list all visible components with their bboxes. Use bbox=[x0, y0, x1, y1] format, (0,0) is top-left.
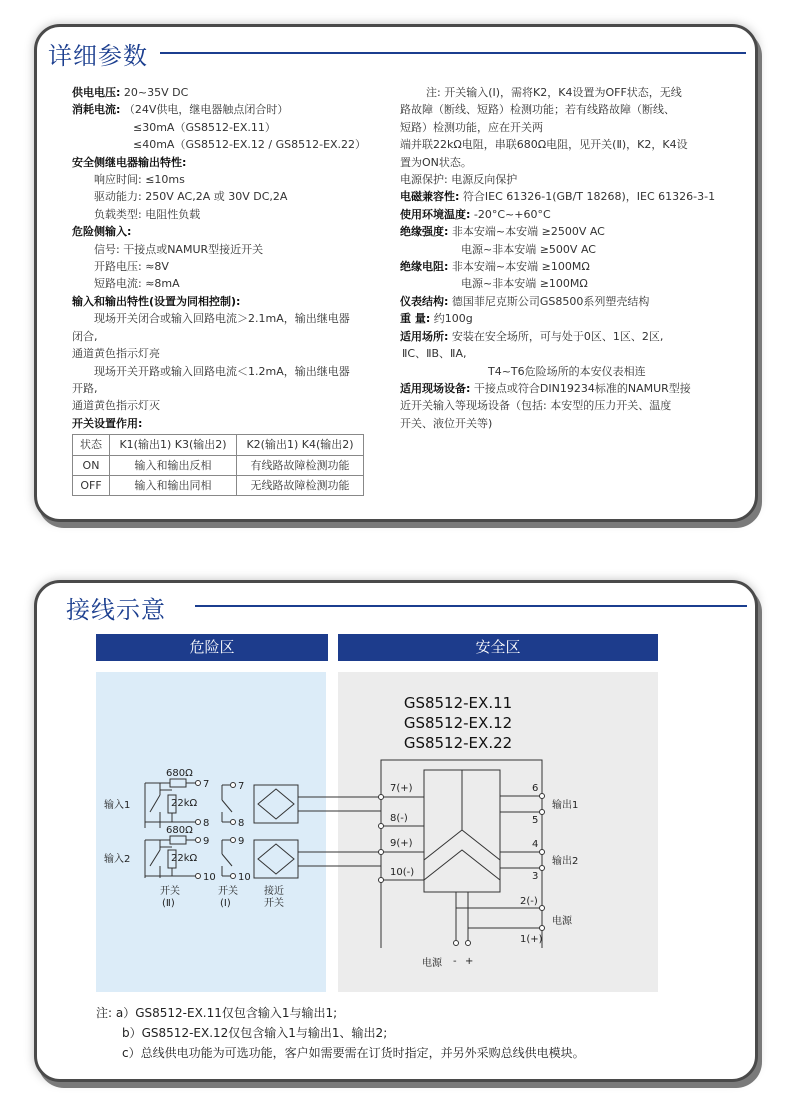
switch-label: (Ⅱ) bbox=[162, 898, 175, 909]
note-line: 注: 开关输入(Ⅰ)，需将K2，K4设置为OFF状态，无线 bbox=[426, 86, 682, 99]
consume-label: 消耗电流: bbox=[72, 103, 121, 117]
relay-line: 驱动能力: 250V AC,2A 或 30V DC,2A bbox=[94, 190, 288, 204]
model-name: GS8512-EX.12 bbox=[403, 714, 513, 732]
consume-line: ≤40mA（GS8512-EX.12 / GS8512-EX.22） bbox=[133, 138, 367, 152]
pin-label: 1(+) bbox=[520, 934, 543, 945]
note-line: 路故障（断线、短路）检测功能；若有线路故障（断线、 bbox=[400, 103, 675, 117]
switch-label: 开关 bbox=[218, 886, 238, 897]
polarity-label: - bbox=[453, 956, 457, 967]
model-name: GS8512-EX.22 bbox=[403, 734, 513, 752]
output-label: 输出2 bbox=[552, 856, 579, 867]
structure-value: 德国菲尼克斯公司GS8500系列塑壳结构 bbox=[451, 294, 650, 308]
resistor-label: 680Ω bbox=[166, 825, 193, 836]
io-line: 通道黄色指示灯亮 bbox=[72, 347, 160, 361]
switch-setting-label: 开关设置作用: bbox=[72, 416, 143, 430]
io-line: 闭合, bbox=[72, 329, 98, 343]
weight-label: 重 量: bbox=[400, 312, 431, 326]
temp-label: 使用环境温度: bbox=[400, 207, 471, 221]
terminal-label: 10 bbox=[203, 872, 216, 883]
insulation-strength-label: 绝缘强度: bbox=[400, 225, 449, 239]
danger-zone-area bbox=[96, 672, 326, 992]
place-label: 适用场所: bbox=[400, 329, 449, 343]
terminal-label: 9 bbox=[238, 836, 245, 847]
footnote: b）GS8512-EX.12仅包含输入1与输出1、输出2; bbox=[122, 1026, 388, 1040]
terminal-label: 7 bbox=[238, 781, 245, 792]
input-label: 输入1 bbox=[104, 800, 131, 811]
section-title-wiring: 接线示意 bbox=[66, 596, 166, 624]
switch-label: (Ⅰ) bbox=[220, 898, 231, 909]
power-label: 电源 bbox=[552, 916, 572, 927]
emc-value: 符合IEC 61326-1(GB/T 18268)，IEC 61326-3-1 bbox=[462, 190, 716, 204]
footnote: 注: a）GS8512-EX.11仅包含输入1与输出1; bbox=[96, 1006, 338, 1020]
zone-header-safe: 安全区 bbox=[338, 634, 658, 661]
table-header-cell: K2(输出1) K4(输出2) bbox=[237, 435, 364, 455]
danger-input-line: 短路电流: ≈8mA bbox=[94, 277, 180, 291]
resistor-label: 22kΩ bbox=[171, 798, 198, 809]
insulation-resistance-value: 电源~非本安端 ≥100MΩ bbox=[461, 277, 588, 291]
note-line: 端并联22kΩ电阻，串联680Ω电阻，见开关(Ⅱ)，K2，K4设 bbox=[400, 138, 688, 152]
note-line: 置为ON状态。 bbox=[400, 155, 472, 169]
io-line: 通道黄色指示灯灭 bbox=[72, 399, 160, 413]
terminal-label: 8 bbox=[238, 818, 245, 829]
power-protection: 电源保护: 电源反向保护 bbox=[400, 173, 518, 187]
insulation-strength-value: 非本安端~本安端 ≥2500V AC bbox=[451, 225, 605, 239]
table-cell: OFF bbox=[73, 475, 110, 495]
relay-label: 安全侧继电器输出特性: bbox=[72, 155, 187, 169]
table-cell: 输入和输出反相 bbox=[110, 455, 237, 475]
relay-line: 响应时间: ≤10ms bbox=[94, 173, 185, 187]
pin-label: 2(-) bbox=[520, 896, 538, 907]
danger-input-line: 信号: 干接点或NAMUR型接近开关 bbox=[94, 242, 264, 256]
relay-line: 负载类型: 电阻性负载 bbox=[94, 207, 201, 221]
pin-label: 5 bbox=[532, 815, 539, 826]
place-value: ⅡC、ⅡB、ⅡA, bbox=[402, 347, 467, 361]
device-label: 适用现场设备: bbox=[400, 381, 471, 395]
table-cell: 输入和输出同相 bbox=[110, 475, 237, 495]
io-label: 输入和输出特性(设置为同相控制): bbox=[72, 294, 241, 308]
pin-label: 7(+) bbox=[390, 783, 413, 794]
place-value: 安装在安全场所，可与处于0区、1区、2区, bbox=[451, 329, 664, 343]
insulation-resistance-label: 绝缘电阻: bbox=[400, 260, 449, 274]
sensor-label: 接近 bbox=[264, 886, 284, 897]
resistor-label: 680Ω bbox=[166, 768, 193, 779]
pin-label: 6 bbox=[532, 783, 539, 794]
pin-label: 10(-) bbox=[390, 867, 415, 878]
pin-label: 3 bbox=[532, 871, 539, 882]
power-label: 电源 bbox=[422, 958, 442, 969]
device-value: 干接点或符合DIN19234标准的NAMUR型接 bbox=[473, 381, 691, 395]
danger-input-label: 危险侧输入: bbox=[72, 225, 132, 239]
pin-label: 9(+) bbox=[390, 838, 413, 849]
place-value: T4~T6危险场所的本安仪表相连 bbox=[488, 364, 646, 378]
device-value: 近开关输入等现场设备（包括: 本安型的压力开关、温度 bbox=[400, 399, 672, 413]
terminal-label: 8 bbox=[203, 818, 210, 829]
io-line: 现场开关开路或输入回路电流＜1.2mA，输出继电器 bbox=[94, 364, 350, 378]
terminal-label: 7 bbox=[203, 779, 210, 790]
footnote: c）总线供电功能为可选功能，客户如需要需在订货时指定，并另外采购总线供电模块。 bbox=[122, 1046, 585, 1060]
temp-value: -20°C~+60°C bbox=[473, 207, 551, 221]
table-header-cell: K1(输出1) K3(输出2) bbox=[110, 435, 237, 455]
terminal-label: 9 bbox=[203, 836, 210, 847]
supply-value: 20~35V DC bbox=[123, 86, 189, 99]
emc-label: 电磁兼容性: bbox=[400, 190, 460, 204]
input-label: 输入2 bbox=[104, 854, 131, 865]
section-title-specs: 详细参数 bbox=[48, 42, 148, 70]
switch-label: 开关 bbox=[160, 886, 180, 897]
table-cell: 有线路故障检测功能 bbox=[237, 455, 364, 475]
zone-header-danger: 危险区 bbox=[96, 634, 328, 661]
consume-line: ≤30mA（GS8512-EX.11） bbox=[133, 120, 276, 134]
resistor-label: 22kΩ bbox=[171, 853, 198, 864]
terminal-label: 10 bbox=[238, 872, 251, 883]
io-line: 现场开关闭合或输入回路电流＞2.1mA，输出继电器 bbox=[94, 312, 350, 326]
pin-label: 8(-) bbox=[390, 813, 408, 824]
pin-label: 4 bbox=[532, 839, 539, 850]
table-cell: 无线路故障检测功能 bbox=[237, 475, 364, 495]
sensor-label: 开关 bbox=[264, 898, 284, 909]
weight-value: 约100g bbox=[433, 312, 473, 326]
danger-input-line: 开路电压: ≈8V bbox=[94, 260, 169, 274]
supply-label: 供电电压: bbox=[72, 86, 121, 99]
output-label: 输出1 bbox=[552, 800, 579, 811]
io-line: 开路, bbox=[72, 381, 98, 395]
device-value: 开关、液位开关等) bbox=[400, 416, 493, 430]
insulation-resistance-value: 非本安端~本安端 ≥100MΩ bbox=[451, 260, 590, 274]
table-cell: ON bbox=[73, 455, 110, 475]
consume-value: （24V供电，继电器触点闭合时） bbox=[123, 103, 289, 117]
model-name: GS8512-EX.11 bbox=[403, 694, 513, 712]
note-line: 短路）检测功能，应在开关两 bbox=[400, 120, 543, 134]
polarity-label: + bbox=[465, 956, 474, 967]
structure-label: 仪表结构: bbox=[400, 294, 449, 308]
insulation-strength-value: 电源~非本安端 ≥500V AC bbox=[461, 242, 596, 256]
table-header-cell: 状态 bbox=[73, 435, 110, 455]
